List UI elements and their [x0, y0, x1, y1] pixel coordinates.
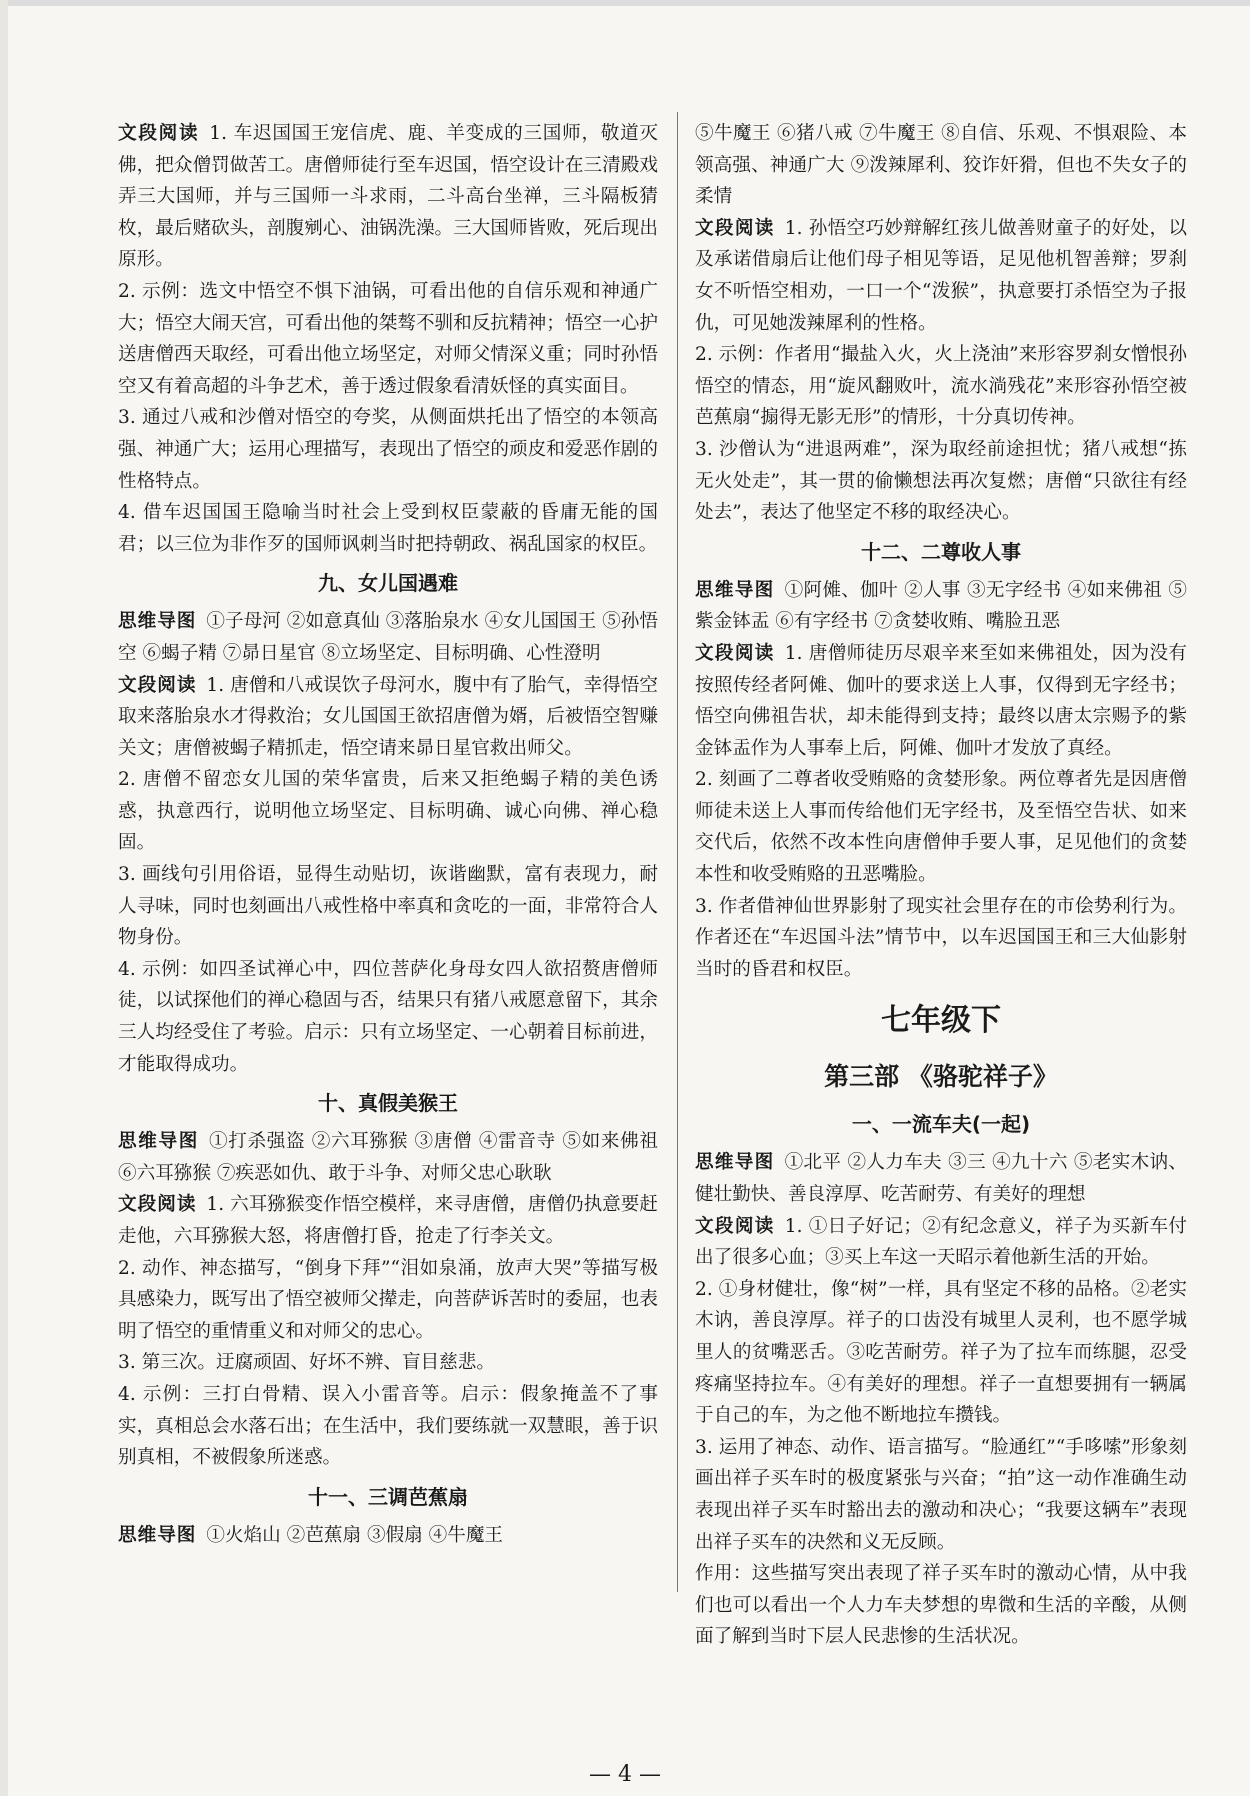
- page-edge-left: [0, 0, 8, 1796]
- paragraph: ⑤牛魔王 ⑥猪八戒 ⑦牛魔王 ⑧自信、乐观、不惧艰险、本领高强、神通广大 ⑨泼辣犀利、狡诈奸猾，但也不失女子的柔情: [695, 123, 1187, 208]
- paragraph: 思维导图 ①阿傩、伽叶 ②人事 ③无字经书 ④如来佛祖 ⑤紫金钵盂 ⑥有字经书 ⑦贪婪收贿、嘴脸丑恶: [695, 579, 1187, 633]
- section-title: 十一、三调芭蕉扇: [308, 1484, 468, 1509]
- section-title: 九、女儿国遇难: [318, 571, 458, 596]
- paragraph: 2. 唐僧不留恋女儿国的荣华富贵，后来又拒绝蝎子精的美色诱惑，执意西行，说明他立场坚定、目标明确、诚心向佛、禅心稳固。: [118, 769, 658, 854]
- section-label: 思维导图: [118, 611, 197, 633]
- paragraph: 4. 示例：三打白骨精、误入小雷音等。启示：假象掩盖不了事实，真相总会水落石出；在生活中，我们要练就一双慧眼，善于识别真相，不被假象所迷惑。: [118, 1383, 658, 1469]
- paragraph: 4. 示例：如四圣试禅心中，四位菩萨化身母女四人欲招赘唐僧师徒，以试探他们的禅心稳固与否，结果只有猪八戒愿意留下，其余三人均经受住了考验。启示：只有立场坚定、一心朝着目标前进，才能取得成功。: [118, 958, 658, 1075]
- section-title: 十、真假美猴王: [318, 1091, 458, 1116]
- section-label: 文段阅读: [695, 1215, 775, 1237]
- page-number: — 4 —: [589, 1762, 661, 1787]
- paragraph: 3. 运用了神态、动作、语言描写。“脸通红”“手哆嗦”形象刻画出祥子买车时的极度紧张与兴奋；“拍”这一动作准确生动表现出祥子买车时豁出去的激动和决心；“我要这辆车”表现出祥子买车的决然和义无反顾。: [695, 1436, 1187, 1553]
- paragraph: 文段阅读 1. 孙悟空巧妙辩解红孩儿做善财童子的好处，以及承诺借扇后让他们母子相见等语，足见他机智善辩；罗刹女不听悟空相劝，一口一个“泼猴”，执意要打杀悟空为子报仇，可见她泼辣犀利的性格。: [695, 217, 1187, 334]
- paragraph: 作用：这些描写突出表现了祥子买车时的激动心情，从中我们也可以看出一个人力车夫梦想的卑微和生活的辛酸，从侧面了解到当时下层人民悲惨的生活状况。: [695, 1563, 1187, 1648]
- paragraph: 2. ①身材健壮，像“树”一样，具有坚定不移的品格。②老实木讷，善良淳厚。祥子的口齿没有城里人灵利，也不愿学城里人的贫嘴恶舌。③吃苦耐劳。祥子为了拉车而练腿，忍受疼痛坚持拉车。④有美好的理想。祥子一直想要拥有一辆属于自己的车，为之他不断地拉车攒钱。: [695, 1278, 1187, 1427]
- paragraph: 3. 沙僧认为“进退两难”，深为取经前途担忧；猪八戒想“拣无火处走”，其一贯的偷懒想法再次复燃；唐僧“只欲往有经处去”，表达了他坚定不移的取经决心。: [695, 438, 1187, 524]
- section-title: 一、一流车夫(一起): [851, 1112, 1031, 1137]
- section-label: 思维导图: [695, 1152, 775, 1174]
- right-column: [695, 118, 1187, 1653]
- paragraph: 3. 画线句引用俗语，显得生动贴切，诙谐幽默，富有表现力，耐人寻味，同时也刻画出八戒性格中率真和贪吃的一面，非常符合人物身份。: [118, 864, 658, 949]
- section-label: 思维导图: [118, 1524, 197, 1546]
- column-divider: [677, 112, 678, 1592]
- paragraph: 思维导图 ①火焰山 ②芭蕉扇 ③假扇 ④牛魔王: [118, 1524, 504, 1546]
- paragraph: 思维导图 ①子母河 ②如意真仙 ③落胎泉水 ④女儿国国王 ⑤孙悟空 ⑥蝎子精 ⑦昴日星官 ⑧立场坚定、目标明确、心性澄明: [118, 611, 658, 664]
- paragraph: 2. 动作、神态描写，“倒身下拜”“泪如泉涌，放声大哭”等描写极具感染力，既写出了悟空被师父撵走，向菩萨诉苦时的委屈，也表明了悟空的重情重义和对师父的忠心。: [118, 1257, 658, 1342]
- paragraph: 4. 借车迟国国王隐喻当时社会上受到权臣蒙蔽的昏庸无能的国君；以三位为非作歹的国师讽刺当时把持朝政、祸乱国家的权臣。: [118, 502, 658, 555]
- paragraph: 文段阅读 1. 唐僧师徒历尽艰辛来至如来佛祖处，因为没有按照传经者阿傩、伽叶的要求送上人事，仅得到无字经书；悟空向佛祖告状，却未能得到支持；最终以唐太宗赐予的紫金钵盂作为人事奉上后，阿傩、伽叶才发放了真经。: [695, 642, 1187, 759]
- paragraph: 文段阅读 1. 六耳猕猴变作悟空模样，来寻唐僧，唐僧仍执意要赶走他，六耳猕猴大怒，将唐僧打昏，抢走了行李关文。: [118, 1194, 658, 1247]
- paragraph: 2. 刻画了二尊者收受贿赂的贪婪形象。两位尊者先是因唐僧师徒未送上人事而传给他们无字经书，及至悟空告状、如来交代后，依然不改本性向唐僧伸手要人事，足见他们的贪婪本性和收受贿赂的丑恶嘴脸。: [695, 769, 1187, 886]
- left-column: [118, 118, 658, 1551]
- paragraph: 3. 作者借神仙世界影射了现实社会里存在的市侩势利行为。作者还在“车迟国斗法”情节中，以车迟国国王和三大仙影射当时的昏君和权臣。: [695, 895, 1187, 980]
- paragraph: 思维导图 ①北平 ②人力车夫 ③三 ④九十六 ⑤老实木讷、健壮勤快、善良淳厚、吃苦耐劳、有美好的理想: [695, 1152, 1187, 1206]
- paragraph: 3. 通过八戒和沙僧对悟空的夸奖，从侧面烘托出了悟空的本领高强、神通广大；运用心理描写，表现出了悟空的顽皮和爱恶作剧的性格特点。: [118, 407, 658, 492]
- grade-heading: 七年级下: [881, 1003, 1001, 1039]
- part-heading: 第三部 《骆驼祥子》: [824, 1062, 1058, 1092]
- section-label: 文段阅读: [118, 674, 197, 696]
- section-label: 文段阅读: [695, 642, 775, 664]
- paragraph: 思维导图 ①打杀强盗 ②六耳猕猴 ③唐僧 ④雷音寺 ⑤如来佛祖 ⑥六耳猕猴 ⑦疾恶如仇、敢于斗争、对师父忠心耿耿: [118, 1131, 658, 1184]
- paragraph: 2. 示例：作者用“撮盐入火，火上浇油”来形容罗刹女憎恨孙悟空的情态，用“旋风翻败叶，流水淌残花”来形容孙悟空被芭蕉扇“搧得无影无形”的情形，十分真切传神。: [695, 344, 1187, 429]
- paragraph: 3. 第三次。迂腐顽固、好坏不辨、盲目慈悲。: [118, 1352, 495, 1374]
- section-title: 十二、二尊收人事: [861, 539, 1021, 564]
- section-label: 文段阅读: [118, 123, 200, 144]
- paragraph: 文段阅读 1. 唐僧和八戒误饮子母河水，腹中有了胎气，幸得悟空取来落胎泉水才得救治；女儿国国王欲招唐僧为婿，后被悟空智赚关文；唐僧被蝎子精抓走，悟空请来昴日星官救出师父。: [118, 674, 658, 759]
- section-label: 文段阅读: [118, 1194, 197, 1216]
- paragraph: 2. 示例：选文中悟空不惧下油锅，可看出他的自信乐观和神通广大；悟空大闹天宫，可看出他的桀骜不驯和反抗精神；悟空一心护送唐僧西天取经，可看出他立场坚定，对师父情深义重；同时孙悟空又有着高超的斗争艺术，善于透过假象看清妖怪的真实面目。: [118, 280, 658, 397]
- paragraph: 文段阅读 1. ①日子好记；②有纪念意义，祥子为买新车付出了很多心血；③买上车这一天昭示着他新生活的开始。: [695, 1215, 1187, 1269]
- section-label: 思维导图: [695, 579, 775, 601]
- section-label: 思维导图: [118, 1131, 199, 1153]
- page-edge: [0, 0, 1250, 6]
- paragraph: 文段阅读 1. 车迟国国王宠信虎、鹿、羊变成的三国师，敬道灭佛，把众僧罚做苦工。唐僧师徒行至车迟国，悟空设计在三清殿戏弄三大国师，并与三国师一斗求雨，二斗高台坐禅，三斗隔板猜枚，最后赌砍头，剖腹剜心、油锅洗澡。三大国师皆败，死后现出原形。: [118, 123, 658, 271]
- section-label: 文段阅读: [695, 217, 775, 239]
